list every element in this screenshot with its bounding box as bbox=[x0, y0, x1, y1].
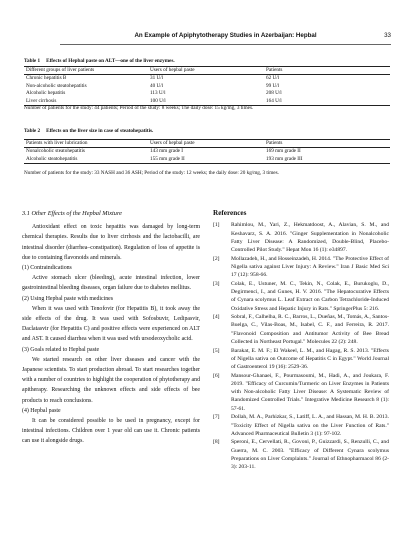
table1-row bbox=[24, 75, 390, 83]
table2-number: Table 2 bbox=[24, 128, 41, 134]
table1-cell: Liver cirrhosis bbox=[24, 98, 148, 106]
reference-number: [5] bbox=[213, 347, 220, 354]
reference-number: [3] bbox=[213, 280, 220, 287]
table1-number: Table 1 bbox=[24, 58, 41, 64]
body-left-column bbox=[22, 209, 200, 447]
table1-caption bbox=[24, 58, 175, 64]
table1-cell: 208 U/l bbox=[266, 90, 282, 97]
reference-item bbox=[213, 438, 389, 471]
reference-item bbox=[213, 347, 389, 372]
reference-text: Rahimlou, M., Yari, Z., Hekmatdoost, A., Alavian, S. M., and Keshavarz, S. A. 2016. "Ginger Supplementation in Nonalcoholic Fatty Liver Disease: A Randomized, Double-Blind, Placebo-Controlled Pilot Study." Hepat Mon 16 (1): e34897. bbox=[231, 222, 389, 254]
table1 bbox=[24, 66, 390, 106]
table1-row bbox=[24, 90, 390, 97]
reference-number: [4] bbox=[213, 314, 220, 321]
reference-text: Barakat, E. M. F.; El Wakeel, L. M., and Hagag, R. S. 2013. "Effects of Nigella sativa on Outcome of Hepatitis C in Egypt." World Journal of Gastroenterol 19 (16): 2529-36. bbox=[231, 347, 389, 371]
table1-cell: 31 U/l bbox=[150, 75, 164, 82]
reference-item bbox=[213, 255, 389, 280]
table1-cell: 164 U/l bbox=[264, 98, 390, 106]
reference-item bbox=[213, 313, 389, 346]
paragraph: It can be considered possible to be used in pregnancy, except for intestinal infections. Children over 1 year old can use it. Chronic patients can use it alongside drugs. bbox=[22, 418, 200, 445]
header-rule bbox=[60, 44, 391, 45]
reference-item bbox=[213, 221, 389, 254]
table2-header-cell: Patients with liver lubrication bbox=[24, 140, 148, 148]
table2 bbox=[24, 139, 390, 164]
reference-item bbox=[213, 372, 389, 413]
subheading: (2) Using Hepbal paste with medicines bbox=[22, 295, 114, 302]
reference-number: [1] bbox=[213, 222, 220, 229]
running-title: An Example of Apiphytotherapy Studies in Azerbaijan: Hepbal bbox=[134, 32, 317, 39]
table2-cell: Nonalcoholic steatohepatitis bbox=[26, 148, 85, 155]
table2-cell: 155 mm grade II bbox=[148, 156, 264, 164]
table1-cell: 99 U/l bbox=[266, 82, 280, 89]
reference-text: Sobral, F., Calhelha, R. C., Barros, L., Dueñas, M., Tomás, A., Santos-Buelga, C., Vilas-Boas, M., Isabel, C. F., and Ferreira, R. 2017. "Flavonoid Composition and Antitumor Activity of Bee Bread Collected in Northeast Portugal." Molecules 22 (2): 248. bbox=[231, 314, 389, 346]
table2-cell: Alcoholic steatohepatitis bbox=[24, 156, 148, 164]
table1-header-cell: Patients bbox=[264, 67, 390, 75]
table2-row bbox=[24, 156, 390, 164]
reference-number: [8] bbox=[213, 439, 220, 446]
reference-item bbox=[213, 413, 389, 438]
table1-header-row bbox=[24, 67, 390, 75]
table1-header-cell: Different groups of liver patients bbox=[24, 67, 148, 75]
table2-cell: 193 mm grade III bbox=[264, 156, 390, 164]
table1-cell: Non-alcoholic steatohepatitis bbox=[26, 82, 87, 89]
table1-header-cell: Users of hepbal paste bbox=[148, 67, 264, 75]
paragraph: When it was used with Tenofovir (for Hepatitis B), it took away the side effects of the drug. It was used with Sofosbuvir, Ledipasvir, Daclatasvir (for Hepatitis C) and positive effects were experienced on ALT and AST. It caused diarrhea when it was used with ursodeoxycholic acid. bbox=[22, 305, 200, 343]
reference-text: Mollazadeh, H., and Hosseinzadeh, H. 2014. "The Protective Effect of Nigella sativa against Liver Injury: A Review." Iran J Basic Med Sci 17 (12): 958-66. bbox=[231, 255, 389, 279]
table2-cell: 169 mm grade II bbox=[266, 148, 301, 155]
table2-cell: 143 mm grade I bbox=[150, 148, 183, 155]
reference-text: Speroni, E., Cervellati, R., Govoni, P., Guizzardi, S., Renzulli, C., and Guerra, M. C. 2003. "Efficacy of Different Cynara scolymus Preparations on Liver Complaints." Journal of Ethnopharmacol 86 (2-3): 203-11. bbox=[231, 439, 389, 471]
table1-cell: 62 U/l bbox=[266, 75, 280, 82]
page-number: 33 bbox=[384, 32, 391, 39]
paragraph: Antioxidant effect on toxic hepatitis was damaged by long-term chemical therapies. Results due to liver cirrhosis and the lactobacilli, are intestinal disorder (diarrhea–constipation). Regulation of loss of appetite is due to containing flavonoids and minerals. bbox=[22, 224, 200, 261]
table2-row bbox=[24, 148, 390, 156]
table2-note: Number of patients for the study: 33 NASH and 36 ASH; Period of the study: 12 weeks; the daily dose: 20 kg/mg, 3 times. bbox=[24, 170, 279, 176]
reference-number: [2] bbox=[213, 255, 220, 262]
reference-item bbox=[213, 280, 389, 313]
table2-header-cell: Patients bbox=[264, 140, 390, 148]
references-heading: References bbox=[213, 209, 247, 217]
subheading: (1) Contraindications bbox=[22, 265, 72, 272]
subheading: (3) Goals related to Hepbal paste bbox=[22, 346, 100, 353]
paragraph: We started research on other liver diseases and cancer with the Japanese scientists. To start production abroad. To start researches together with a number of countries to highlight the cooperation of phytotherapy and apitherapy. Researching the unknown effects and side effects of bee products to reach conclusions. bbox=[22, 356, 200, 404]
table1-cell: Alcoholic hepatitis bbox=[26, 90, 66, 97]
reference-text: Mansour-Ghanaei, F., Pourmasoumi, M., Hadi, A., and Joukara, F. 2019. "Efficacy of Curcumin/Turmeric on Liver Enzymes in Patients with Non-alcoholic Fatty Liver Disease: A Systematic Review of Randomized Controlled Trials." Integrative Medicine Research 8 (1): 57-61. bbox=[231, 372, 389, 412]
references-column bbox=[213, 209, 389, 472]
table1-cell: 100 U/l bbox=[148, 98, 264, 106]
table1-row bbox=[24, 83, 390, 90]
table2-header-row bbox=[24, 140, 390, 148]
reference-number: [6] bbox=[213, 372, 220, 379]
reference-text: Dollah, M. A., Parhizkar, S., Latiff, L. A., and Hassan, M. H. B. 2013. "Toxicity Effect of Nigella sativa on the Liver Function of Rats." Advanced Pharmaceutical Bulletin 3 (1): 97-102. bbox=[231, 414, 389, 437]
table1-note: Number of patients for the study: 44 patients; Period of the study: 8 weeks; The daily dose: 15 kg/mg, 3 times. bbox=[24, 105, 254, 111]
table1-cell: 40 U/l bbox=[150, 82, 164, 89]
table2-header-cell: Users of hepbal paste bbox=[148, 140, 264, 148]
table2-caption-text: Effects on the liver size in case of steatohepatitis. bbox=[46, 128, 154, 134]
table1-cell: Chronic hepatitis B bbox=[26, 75, 67, 82]
paragraph: Active stomach ulcer (bleeding), acute intestinal infection, lower gastrointestinal bleeding diseases, organ failure due to diabetes mellitus. bbox=[22, 275, 200, 292]
table1-cell: 113 U/l bbox=[150, 90, 166, 97]
table1-caption-text: Effects of Hepbal paste on ALT—one of the liver enzymes. bbox=[46, 58, 175, 64]
section-heading: 3.1 Other Effects of the Hepbal Mixture bbox=[22, 210, 122, 217]
subheading: (4) Hepbal paste bbox=[22, 407, 61, 414]
reference-text: Colak, E., Ustuner, M. C., Tekin, N., Colak, E., Burukoglu, D., Degirmenci, I., and Gunes, H. V. 2016. "The Hepatocurative Effects of Cynara scolymus L. Leaf Extract on Carbon Tetrachloride-Induced Oxidative Stress and Hepatic Injury in Rats." SpringerPlus 5: 216. bbox=[231, 280, 389, 312]
table2-caption bbox=[24, 128, 153, 134]
running-header bbox=[60, 32, 391, 42]
reference-number: [7] bbox=[213, 414, 220, 421]
